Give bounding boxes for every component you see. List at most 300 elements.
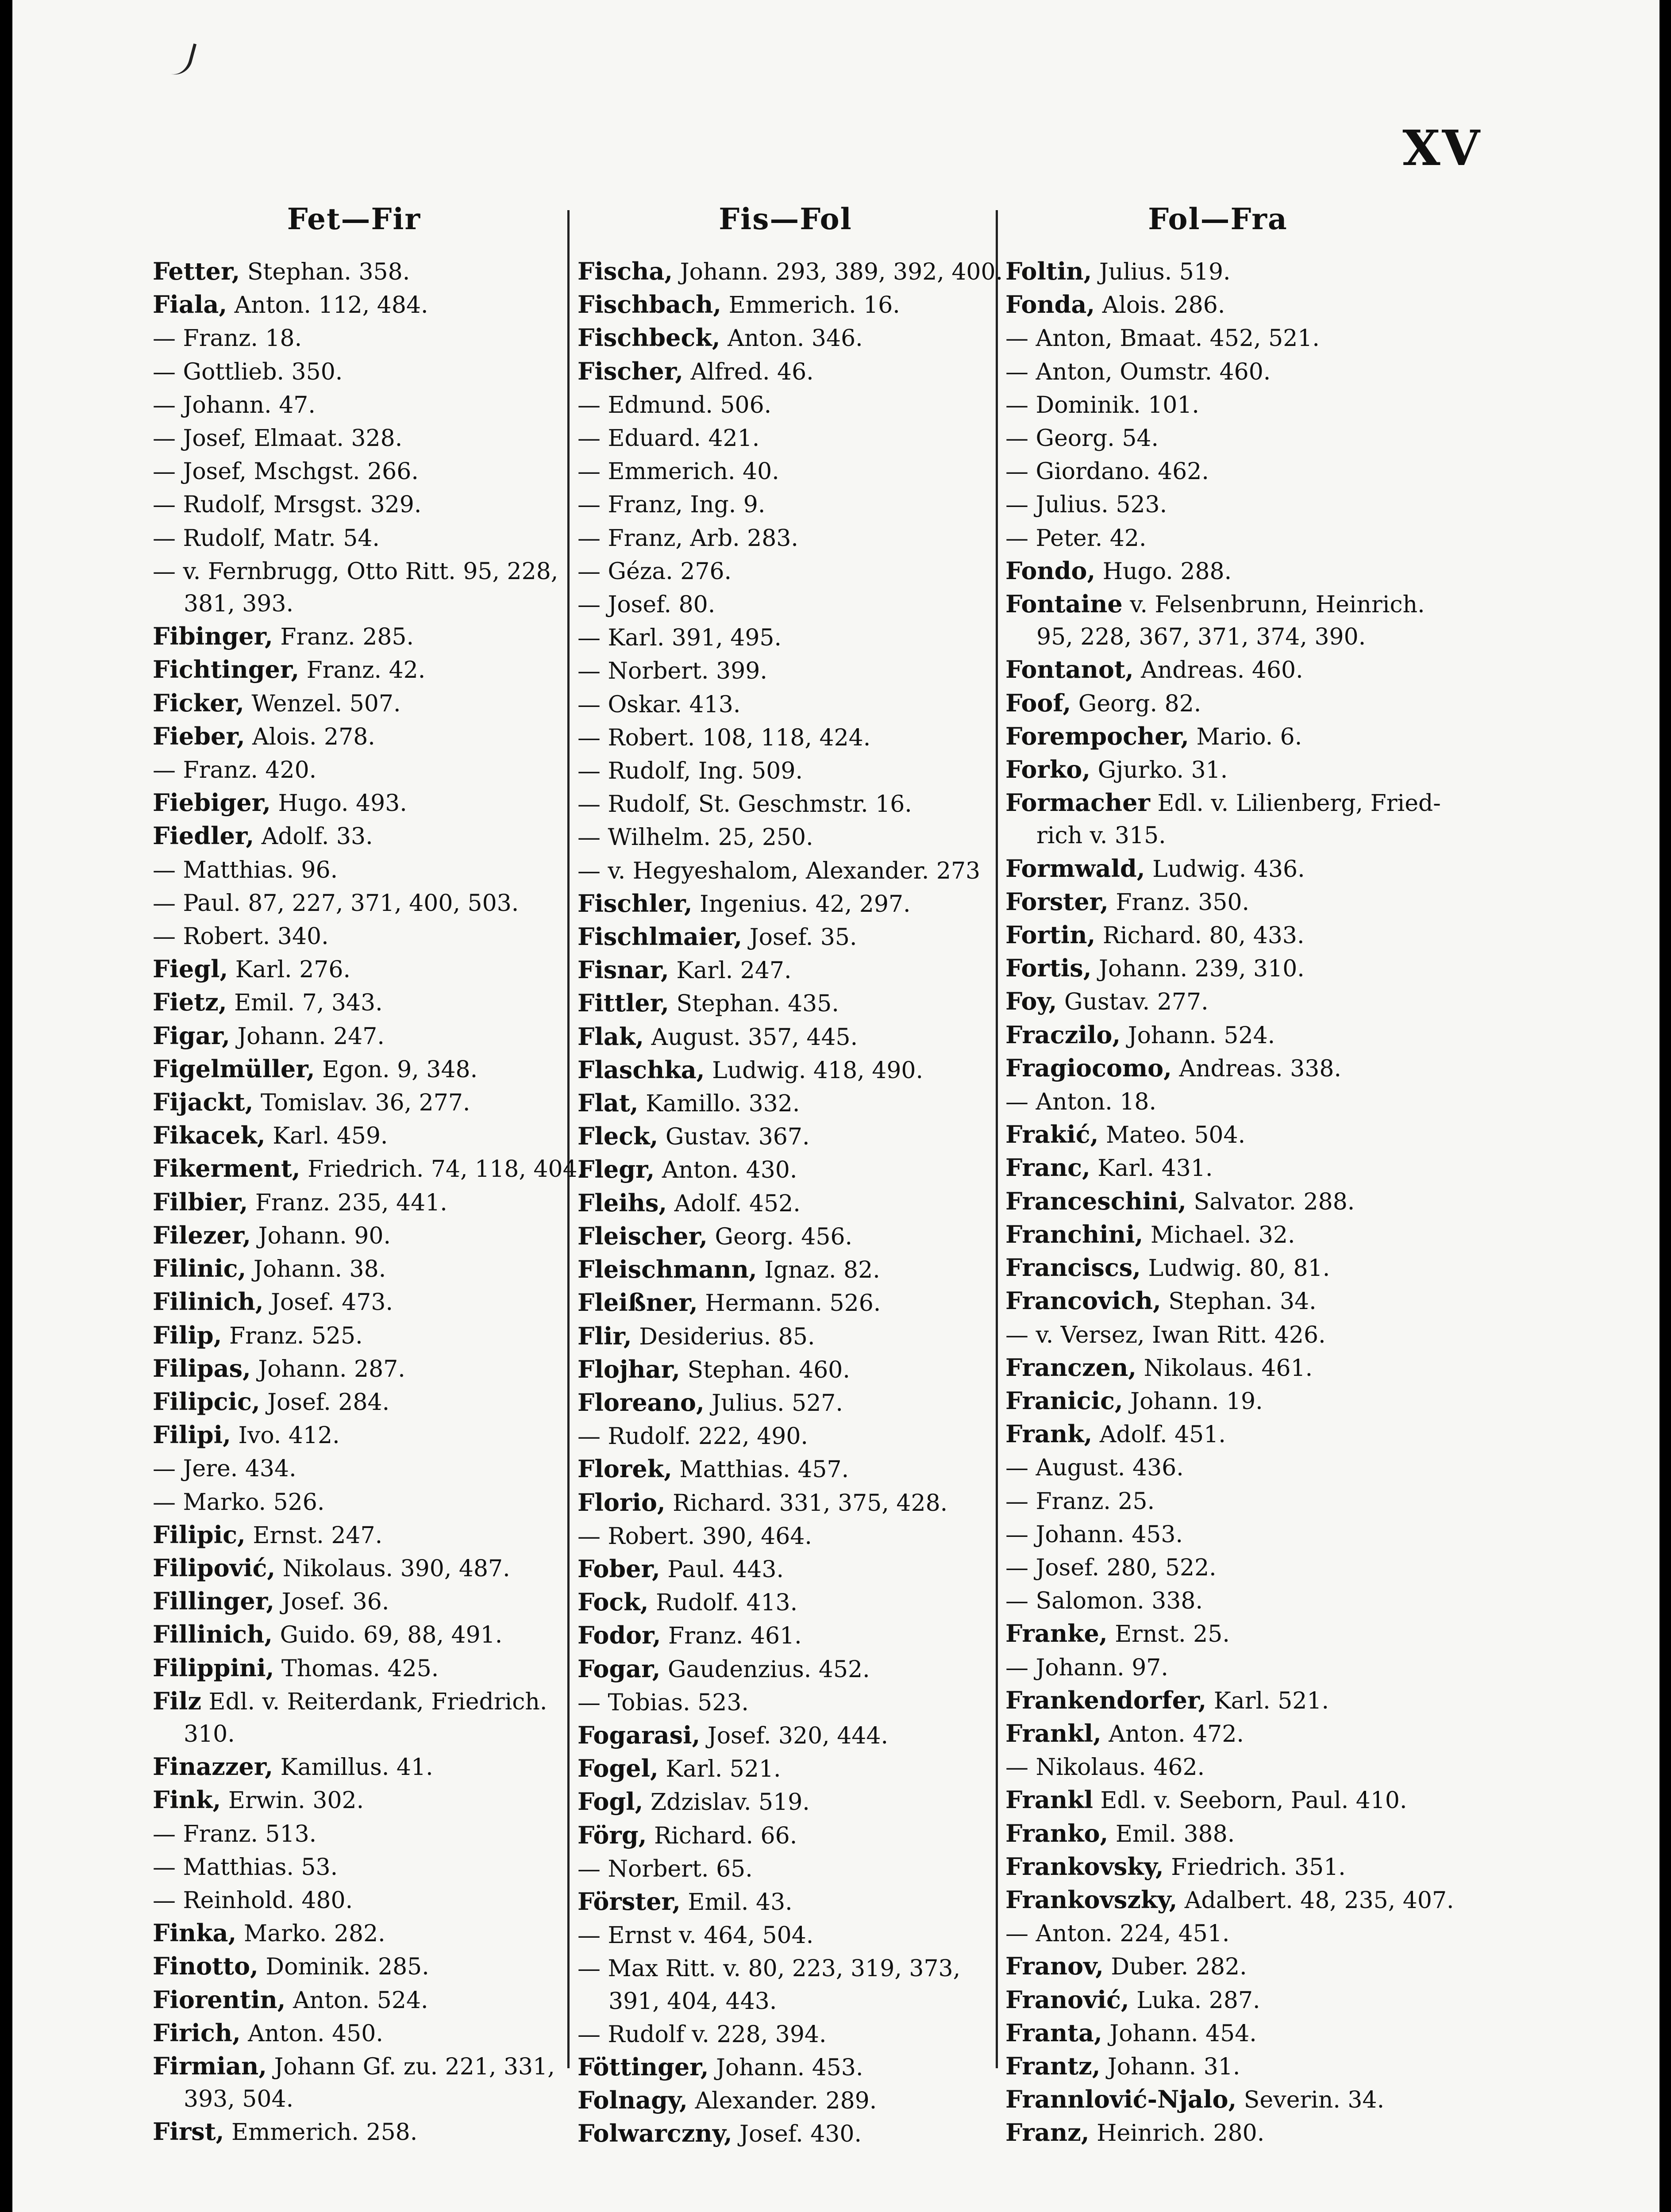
index-entry	[1005, 1584, 1430, 1617]
entry-details: — Anton. 18.	[1005, 1089, 1157, 1116]
entry-details: Emmerich. 16.	[721, 292, 900, 319]
entry-details: — Eduard. 421.	[578, 425, 760, 452]
entry-list	[153, 255, 585, 2149]
index-entry	[153, 753, 555, 787]
index-entry	[153, 986, 555, 1019]
entry-details: Anton. 112, 484.	[227, 292, 428, 319]
entry-surname: Franov,	[1005, 1952, 1104, 1981]
entry-details: Franz. 42.	[299, 657, 426, 684]
index-column	[1005, 201, 1454, 2150]
entry-details: Ludwig. 80, 81.	[1140, 1255, 1330, 1282]
entry-details: — Robert. 390, 464.	[578, 1523, 812, 1550]
entry-details: Gustav. 367.	[658, 1124, 810, 1151]
index-entry	[1005, 1551, 1430, 1584]
index-entry	[578, 1453, 993, 1486]
index-entry	[1005, 1784, 1430, 1817]
entry-surname: Filippini,	[153, 1653, 274, 1682]
entry-details: — Franz. 420.	[153, 757, 317, 784]
index-entry	[153, 687, 555, 720]
entry-surname: Franović,	[1005, 1985, 1129, 2014]
index-entry	[1005, 388, 1430, 422]
entry-details: Erwin. 302.	[221, 1787, 364, 1814]
entry-continuation: 393, 504.	[184, 2086, 294, 2113]
index-entry	[1005, 853, 1430, 886]
entry-details: — Franz. 25.	[1005, 1488, 1155, 1515]
entry-details: Alfred. 46.	[683, 358, 814, 385]
entry-details: — Robert. 108, 118, 424.	[578, 724, 871, 751]
entry-surname: Finka,	[153, 1919, 237, 1947]
index-entry	[153, 1685, 555, 1751]
entry-details: — Edmund. 506.	[578, 392, 772, 419]
index-entry	[578, 621, 993, 654]
index-entry	[153, 920, 555, 953]
entry-surname: Frankovszky,	[1005, 1885, 1178, 1914]
entry-details: Hermann. 526.	[697, 1290, 881, 1317]
entry-details: — Rudolf, Mrsgst. 329.	[153, 492, 422, 518]
entry-surname: Fleischer,	[578, 1221, 708, 1250]
index-entry	[1005, 1518, 1430, 1551]
entry-details: Adolf. 451.	[1092, 1421, 1226, 1448]
index-entry	[153, 1419, 555, 1452]
entry-surname: Flegr,	[578, 1155, 655, 1184]
index-entry	[1005, 1817, 1430, 1851]
entry-surname: First,	[153, 2117, 224, 2146]
entry-details: Nikolaus. 390, 487.	[275, 1555, 510, 1582]
entry-details: Hugo. 288.	[1095, 558, 1232, 585]
entry-details: Emmerich. 258.	[224, 2119, 418, 2146]
entry-details: Dominik. 285.	[258, 1954, 429, 1981]
index-entry	[1005, 1052, 1430, 1085]
entry-details: — Jere. 434.	[153, 1455, 296, 1482]
index-entry	[578, 987, 993, 1020]
entry-details: Edl. v. Seeborn, Paul. 410.	[1093, 1787, 1407, 1814]
entry-surname: Filezer,	[153, 1221, 251, 1249]
entry-details: — Anton, Bmaat. 452, 521.	[1005, 325, 1320, 352]
index-entry	[578, 2084, 993, 2117]
entry-details: Josef. 430.	[732, 2121, 862, 2148]
entry-surname: Förg,	[578, 1820, 647, 1849]
page-number: XV	[1402, 119, 1482, 177]
index-entry	[153, 1452, 555, 1485]
entry-surname: Fogl,	[578, 1787, 643, 1816]
entry-details: Josef. 320, 444.	[700, 1722, 888, 1749]
index-entry	[578, 1120, 993, 1153]
index-entry	[578, 1353, 993, 1386]
index-entry	[1005, 255, 1430, 288]
entry-surname: Fragiocomo,	[1005, 1053, 1172, 1082]
entry-details: Anton. 450.	[240, 2020, 383, 2047]
entry-details: — Max Ritt. v. 80, 223, 319, 373,	[578, 1955, 961, 1982]
index-entry	[578, 388, 993, 422]
entry-surname: Filipi,	[153, 1421, 231, 1449]
index-entry	[153, 1519, 555, 1552]
index-entry	[153, 1020, 555, 1053]
entry-details: Andreas. 460.	[1133, 657, 1303, 684]
entry-surname: Franta,	[1005, 2018, 1102, 2047]
entry-details: Ivo. 412.	[231, 1422, 340, 1449]
index-entry	[1005, 488, 1430, 521]
index-entry	[1005, 1252, 1430, 1285]
entry-surname: Frankendorfer,	[1005, 1686, 1207, 1714]
entry-details: Johann. 453.	[708, 2054, 863, 2081]
entry-surname: Frankl	[1005, 1786, 1093, 1814]
entry-surname: Fogarasi,	[578, 1720, 701, 1749]
entry-details: Emil. 43.	[680, 1889, 793, 1916]
entry-surname: Fortin,	[1005, 921, 1096, 949]
entry-details: Alexander. 289.	[687, 2088, 877, 2115]
index-entry	[1005, 1318, 1430, 1352]
entry-surname: Filip,	[153, 1321, 222, 1349]
entry-details: Emil. 388.	[1108, 1820, 1235, 1847]
entry-details: Gaudenzius. 452.	[660, 1656, 870, 1683]
index-entry	[1005, 2116, 1430, 2150]
column-divider	[567, 210, 570, 2068]
entry-surname: Fischlmaier,	[578, 922, 743, 951]
index-entry	[1005, 1285, 1430, 1318]
entry-surname: Fijackt,	[153, 1088, 254, 1117]
index-entry	[578, 1553, 993, 1586]
index-entry	[578, 654, 993, 687]
entry-details: — Wilhelm. 25, 250.	[578, 824, 813, 851]
index-entry	[578, 1586, 993, 1619]
entry-details: Nikolaus. 461.	[1136, 1355, 1313, 1382]
index-entry	[578, 1187, 993, 1220]
entry-details: Franz. 525.	[222, 1322, 363, 1349]
pencil-mark	[159, 37, 196, 79]
index-entry	[153, 1319, 555, 1352]
entry-surname: Fisnar,	[578, 956, 669, 984]
index-entry	[578, 288, 993, 322]
entry-surname: Frannlović-Njalo,	[1005, 2085, 1237, 2114]
entry-surname: Forko,	[1005, 755, 1091, 784]
column-heading: Fet—Fir	[287, 202, 421, 236]
entry-details: Friedrich. 74, 118, 404.	[300, 1156, 585, 1183]
entry-details: — Matthias. 53.	[153, 1854, 338, 1881]
entry-surname: Franke,	[1005, 1619, 1108, 1648]
entry-surname: Filipcic,	[153, 1387, 260, 1416]
entry-surname: Foof,	[1005, 688, 1071, 717]
entry-details: Wenzel. 507.	[244, 690, 401, 717]
index-entry	[578, 1852, 993, 1886]
index-entry	[153, 2050, 555, 2116]
entry-surname: Flojhar,	[578, 1355, 680, 1383]
entry-surname: Fock,	[578, 1588, 649, 1617]
index-entry	[153, 1917, 555, 1950]
index-entry	[153, 887, 555, 920]
index-entry	[578, 721, 993, 754]
entry-details: Johann. 287.	[250, 1356, 405, 1382]
index-entry	[578, 1021, 993, 1054]
entry-details: Karl. 431.	[1090, 1155, 1213, 1182]
index-entry	[578, 2117, 993, 2151]
entry-details: Stephan. 435.	[669, 991, 839, 1018]
entry-surname: Figar,	[153, 1021, 230, 1050]
index-entry	[1005, 1152, 1430, 1185]
index-entry	[578, 1752, 993, 1786]
index-entry	[153, 1252, 555, 1286]
entry-details: Johann. 239, 310.	[1091, 956, 1305, 983]
entry-details: Karl. 276.	[228, 956, 350, 983]
entry-details: Gjurko. 31.	[1090, 757, 1228, 784]
entry-surname: Figelmüller,	[153, 1054, 315, 1083]
entry-surname: Filipas,	[153, 1354, 251, 1382]
entry-details: Stephan. 460.	[680, 1356, 850, 1383]
entry-surname: Frakić,	[1005, 1120, 1099, 1149]
entry-details: Franz. 235, 441.	[248, 1189, 447, 1216]
entry-surname: Fiedler,	[153, 822, 254, 850]
entry-details: Johann. 524.	[1120, 1022, 1275, 1049]
entry-surname: Filinich,	[153, 1287, 264, 1316]
scan-border-right	[1659, 0, 1671, 2212]
entry-surname: Foltin,	[1005, 257, 1092, 285]
index-entry	[153, 953, 555, 986]
entry-details: Johann. 19.	[1123, 1388, 1263, 1415]
index-entry	[578, 1819, 993, 1852]
entry-details: — Franz, Arb. 283.	[578, 525, 798, 552]
index-entry	[1005, 1751, 1430, 1784]
index-entry	[1005, 322, 1430, 355]
index-entry	[1005, 1085, 1430, 1118]
entry-details: Franz. 285.	[273, 624, 414, 651]
index-entry	[153, 1286, 555, 1319]
index-entry	[578, 1520, 993, 1553]
index-entry	[153, 1086, 555, 1119]
index-entry	[1005, 687, 1430, 720]
index-entry	[153, 1552, 555, 1585]
entry-details: — Rudolf, Matr. 54.	[153, 525, 380, 552]
entry-list	[1005, 255, 1454, 2150]
entry-surname: Fillinger,	[153, 1587, 275, 1616]
entry-details: — Josef. 280, 522.	[1005, 1554, 1217, 1581]
entry-details: — Anton. 224, 451.	[1005, 1920, 1230, 1947]
entry-surname: Flak,	[578, 1022, 644, 1051]
entry-details: Georg. 456.	[707, 1223, 853, 1250]
index-entry	[1005, 1884, 1454, 1917]
entry-surname: Francovich,	[1005, 1286, 1161, 1315]
entry-details: — Franz, Ing. 9.	[578, 492, 766, 518]
index-entry	[153, 1386, 555, 1419]
entry-details: Ignaz. 82.	[757, 1257, 880, 1284]
entry-details: Rudolf. 413.	[648, 1590, 798, 1617]
entry-list	[578, 255, 1003, 2151]
entry-surname: Floreano,	[578, 1388, 705, 1417]
index-entry	[578, 1886, 993, 1919]
entry-surname: Fontanot,	[1005, 655, 1134, 684]
entry-details: — Rudolf, Ing. 509.	[578, 758, 803, 785]
entry-details: Stephan. 358.	[240, 259, 410, 285]
entry-details: Anton. 430.	[655, 1157, 797, 1184]
entry-surname: Firmian,	[153, 2051, 267, 2080]
entry-surname: Fortis,	[1005, 954, 1092, 983]
index-entry	[578, 255, 1003, 288]
index-entry	[578, 1952, 993, 2017]
entry-details: Mateo. 504.	[1098, 1122, 1246, 1149]
column-heading: Fol—Fra	[1148, 202, 1288, 236]
entry-surname: Fischer,	[578, 357, 684, 385]
entry-details: Josef. 35.	[742, 924, 857, 951]
entry-details: Matthias. 457.	[672, 1456, 849, 1483]
entry-surname: Fleck,	[578, 1122, 658, 1151]
entry-details: — v. Versez, Iwan Ritt. 426.	[1005, 1321, 1326, 1348]
index-entry	[153, 2116, 555, 2149]
index-entry	[1005, 1917, 1430, 1950]
index-entry	[153, 1784, 555, 1817]
entry-details: Franz. 350.	[1108, 889, 1250, 916]
entry-details: — Norbert. 399.	[578, 658, 767, 685]
entry-details: Gustav. 277.	[1057, 989, 1209, 1016]
index-entry	[153, 388, 555, 422]
entry-details: Edl. v. Lilienberg, Fried-	[1150, 790, 1441, 817]
entry-surname: Foy,	[1005, 987, 1057, 1016]
entry-details: Anton. 524.	[285, 1987, 428, 2014]
index-entry	[1005, 522, 1430, 555]
scan-border-left	[0, 0, 12, 2212]
index-entry	[1005, 1418, 1430, 1451]
index-entry	[1005, 1984, 1430, 2017]
entry-details: Karl. 521.	[1206, 1687, 1329, 1714]
entry-surname: Fober,	[578, 1554, 660, 1583]
index-entry	[578, 355, 993, 388]
index-entry	[153, 1984, 555, 2017]
entry-surname: Fontaine	[1005, 590, 1123, 618]
index-entry	[578, 588, 993, 621]
index-entry	[153, 488, 555, 521]
index-entry	[153, 355, 555, 388]
entry-details: — Anton, Oumstr. 460.	[1005, 358, 1271, 385]
index-entry	[578, 422, 993, 455]
entry-details: August. 357, 445.	[644, 1024, 858, 1051]
index-entry	[153, 1585, 555, 1618]
entry-surname: Fietz,	[153, 988, 227, 1017]
entry-details: Johann. 90.	[251, 1222, 391, 1249]
entry-details: — August. 436.	[1005, 1455, 1184, 1482]
entry-continuation: 391, 404, 443.	[608, 1988, 777, 2015]
entry-surname: Filipović,	[153, 1553, 276, 1582]
entry-details: — Giordano. 462.	[1005, 458, 1209, 485]
entry-surname: Frankl,	[1005, 1719, 1101, 1747]
entry-details: — Géza. 276.	[578, 558, 732, 585]
entry-details: Stephan. 34.	[1161, 1288, 1317, 1315]
index-entry	[1005, 355, 1430, 388]
index-entry	[578, 555, 993, 588]
entry-details: — Rudolf. 222, 490.	[578, 1423, 808, 1450]
entry-surname: Fillinich,	[153, 1620, 273, 1649]
index-entry	[1005, 1019, 1430, 1052]
entry-surname: Franko,	[1005, 1819, 1109, 1847]
entry-surname: Fondo,	[1005, 556, 1096, 585]
index-entry	[1005, 455, 1430, 488]
index-entry	[153, 653, 555, 687]
entry-details: Kamillo. 332.	[638, 1091, 800, 1118]
entry-surname: Fetter,	[153, 257, 240, 285]
index-entry	[578, 1087, 993, 1120]
entry-details: Paul. 443.	[660, 1556, 784, 1583]
index-entry	[153, 555, 558, 620]
index-entry	[1005, 1485, 1430, 1518]
index-entry	[1005, 653, 1430, 687]
entry-surname: Förster,	[578, 1887, 681, 1916]
entry-details: — Ernst v. 464, 504.	[578, 1922, 814, 1949]
entry-details: — v. Hegyeshalom, Alexander. 273	[578, 857, 981, 884]
index-entry	[1005, 1451, 1430, 1484]
index-entry	[153, 1851, 555, 1884]
index-entry	[153, 1950, 555, 1983]
index-entry	[153, 787, 555, 820]
entry-details: Johann. 31.	[1100, 2053, 1240, 2080]
entry-details: — Salomon. 338.	[1005, 1588, 1203, 1615]
index-entry	[1005, 555, 1430, 588]
entry-surname: Florio,	[578, 1488, 666, 1517]
entry-details: Anton. 346.	[720, 325, 863, 352]
index-entry	[578, 1153, 993, 1187]
entry-details: — Franz. 513.	[153, 1820, 317, 1847]
entry-continuation: 95, 228, 367, 371, 374, 390.	[1036, 624, 1366, 651]
entry-details: Tomislav. 36, 277.	[253, 1090, 470, 1117]
entry-details: Zdzislav. 519.	[643, 1789, 810, 1816]
index-entry	[578, 854, 993, 887]
entry-surname: Frantz,	[1005, 2051, 1101, 2080]
entry-surname: Fiorentin,	[153, 1985, 286, 2014]
entry-details: Johann. 454.	[1102, 2020, 1257, 2047]
entry-details: Egon. 9, 348.	[315, 1056, 478, 1083]
index-entry	[153, 1817, 555, 1851]
entry-surname: Fischa,	[578, 257, 673, 285]
index-entry	[1005, 1684, 1430, 1717]
entry-surname: Filz	[153, 1686, 202, 1715]
index-entry	[578, 1054, 993, 1087]
index-entry	[153, 1652, 555, 1685]
entry-surname: Filinic,	[153, 1254, 246, 1283]
entry-details: — v. Fernbrugg, Otto Ritt. 95, 228,	[153, 558, 558, 585]
entry-surname: Fodor,	[578, 1621, 661, 1650]
entry-surname: Filbier,	[153, 1187, 248, 1216]
index-entry	[1005, 787, 1441, 852]
index-entry	[578, 322, 993, 355]
entry-surname: Fleißner,	[578, 1288, 698, 1317]
index-entry	[1005, 1118, 1430, 1152]
entry-surname: Fischbeck,	[578, 323, 720, 352]
index-entry	[153, 853, 555, 887]
entry-surname: Franicic,	[1005, 1386, 1123, 1415]
index-entry	[153, 255, 555, 288]
entry-details: — Paul. 87, 227, 371, 400, 503.	[153, 890, 519, 917]
entry-surname: Finotto,	[153, 1952, 258, 1981]
index-entry	[1005, 886, 1430, 919]
index-entry	[578, 921, 993, 954]
index-entry	[578, 1786, 993, 1819]
entry-surname: Franczen,	[1005, 1353, 1137, 1382]
entry-surname: Forempocher,	[1005, 722, 1189, 750]
entry-details: — Matthias. 96.	[153, 856, 338, 883]
entry-details: Adolf. 33.	[254, 823, 373, 850]
entry-details: — Norbert. 65.	[578, 1855, 753, 1882]
entry-details: Georg. 82.	[1071, 690, 1201, 717]
entry-surname: Fogar,	[578, 1654, 661, 1683]
entry-details: — Johann. 453.	[1005, 1521, 1183, 1548]
entry-surname: Flir,	[578, 1321, 632, 1350]
index-entry	[153, 1486, 555, 1519]
entry-surname: Frankovsky,	[1005, 1852, 1164, 1881]
index-entry	[153, 1152, 585, 1186]
entry-details: Karl. 521.	[658, 1756, 781, 1783]
entry-surname: Finazzer,	[153, 1752, 273, 1781]
entry-surname: Franceschini,	[1005, 1187, 1186, 1215]
entry-surname: Fiegl,	[153, 955, 228, 983]
index-entry	[1005, 1617, 1430, 1651]
entry-details: Richard. 80, 433.	[1095, 922, 1305, 949]
index-entry	[578, 1686, 993, 1719]
entry-surname: Franciscs,	[1005, 1253, 1141, 1282]
